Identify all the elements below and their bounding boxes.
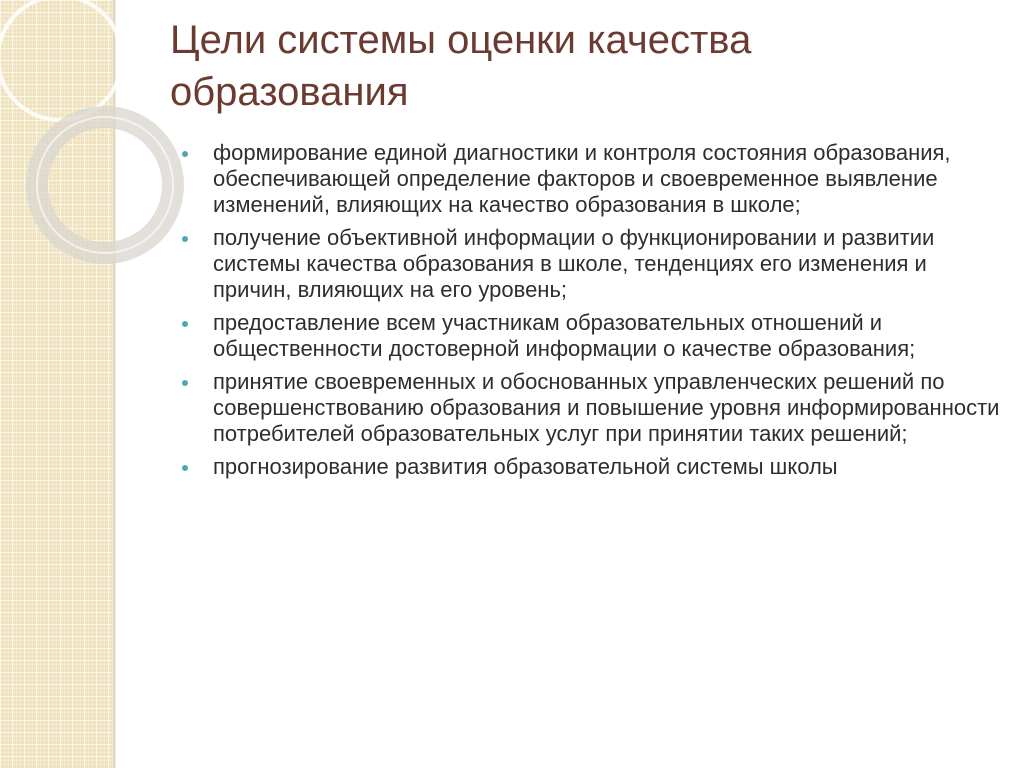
decorative-circles-icon bbox=[0, 0, 160, 260]
bullet-item bbox=[180, 310, 1000, 362]
bullet-item bbox=[180, 225, 1000, 303]
bullet-text: формирование единой диагностики и контроля состояния образования, обеспечивающей определение факторов и своевременное выявление изменений, влияющих на качество образования в школе; bbox=[213, 140, 951, 217]
bullet-text: прогнозирование развития образовательной системы школы bbox=[213, 454, 838, 479]
bullet-text: принятие своевременных и обоснованных управленческих решений по совершенствованию образования и повышение уровня информированности потребителей образовательных услуг при принятии таких решений; bbox=[213, 369, 1000, 446]
bullet-text: получение объективной информации о функционировании и развитии системы качества образования в школе, тенденциях его изменения и причин, влияющих на его уровень; bbox=[213, 225, 935, 302]
bullet-dot-icon bbox=[182, 321, 188, 327]
bullet-item bbox=[180, 369, 1000, 447]
bullet-text: предоставление всем участникам образовательных отношений и общественности достоверной информации о качестве образования; bbox=[213, 310, 916, 361]
bullet-item bbox=[180, 140, 1000, 218]
bullet-item bbox=[180, 454, 1000, 480]
bullet-dot-icon bbox=[182, 380, 188, 386]
bullet-dot-icon bbox=[182, 151, 188, 157]
slide-title: Цели системы оценки качества образования bbox=[170, 18, 752, 114]
bullet-dot-icon bbox=[182, 236, 188, 242]
bullet-list bbox=[180, 140, 1000, 487]
bullet-dot-icon bbox=[182, 465, 188, 471]
